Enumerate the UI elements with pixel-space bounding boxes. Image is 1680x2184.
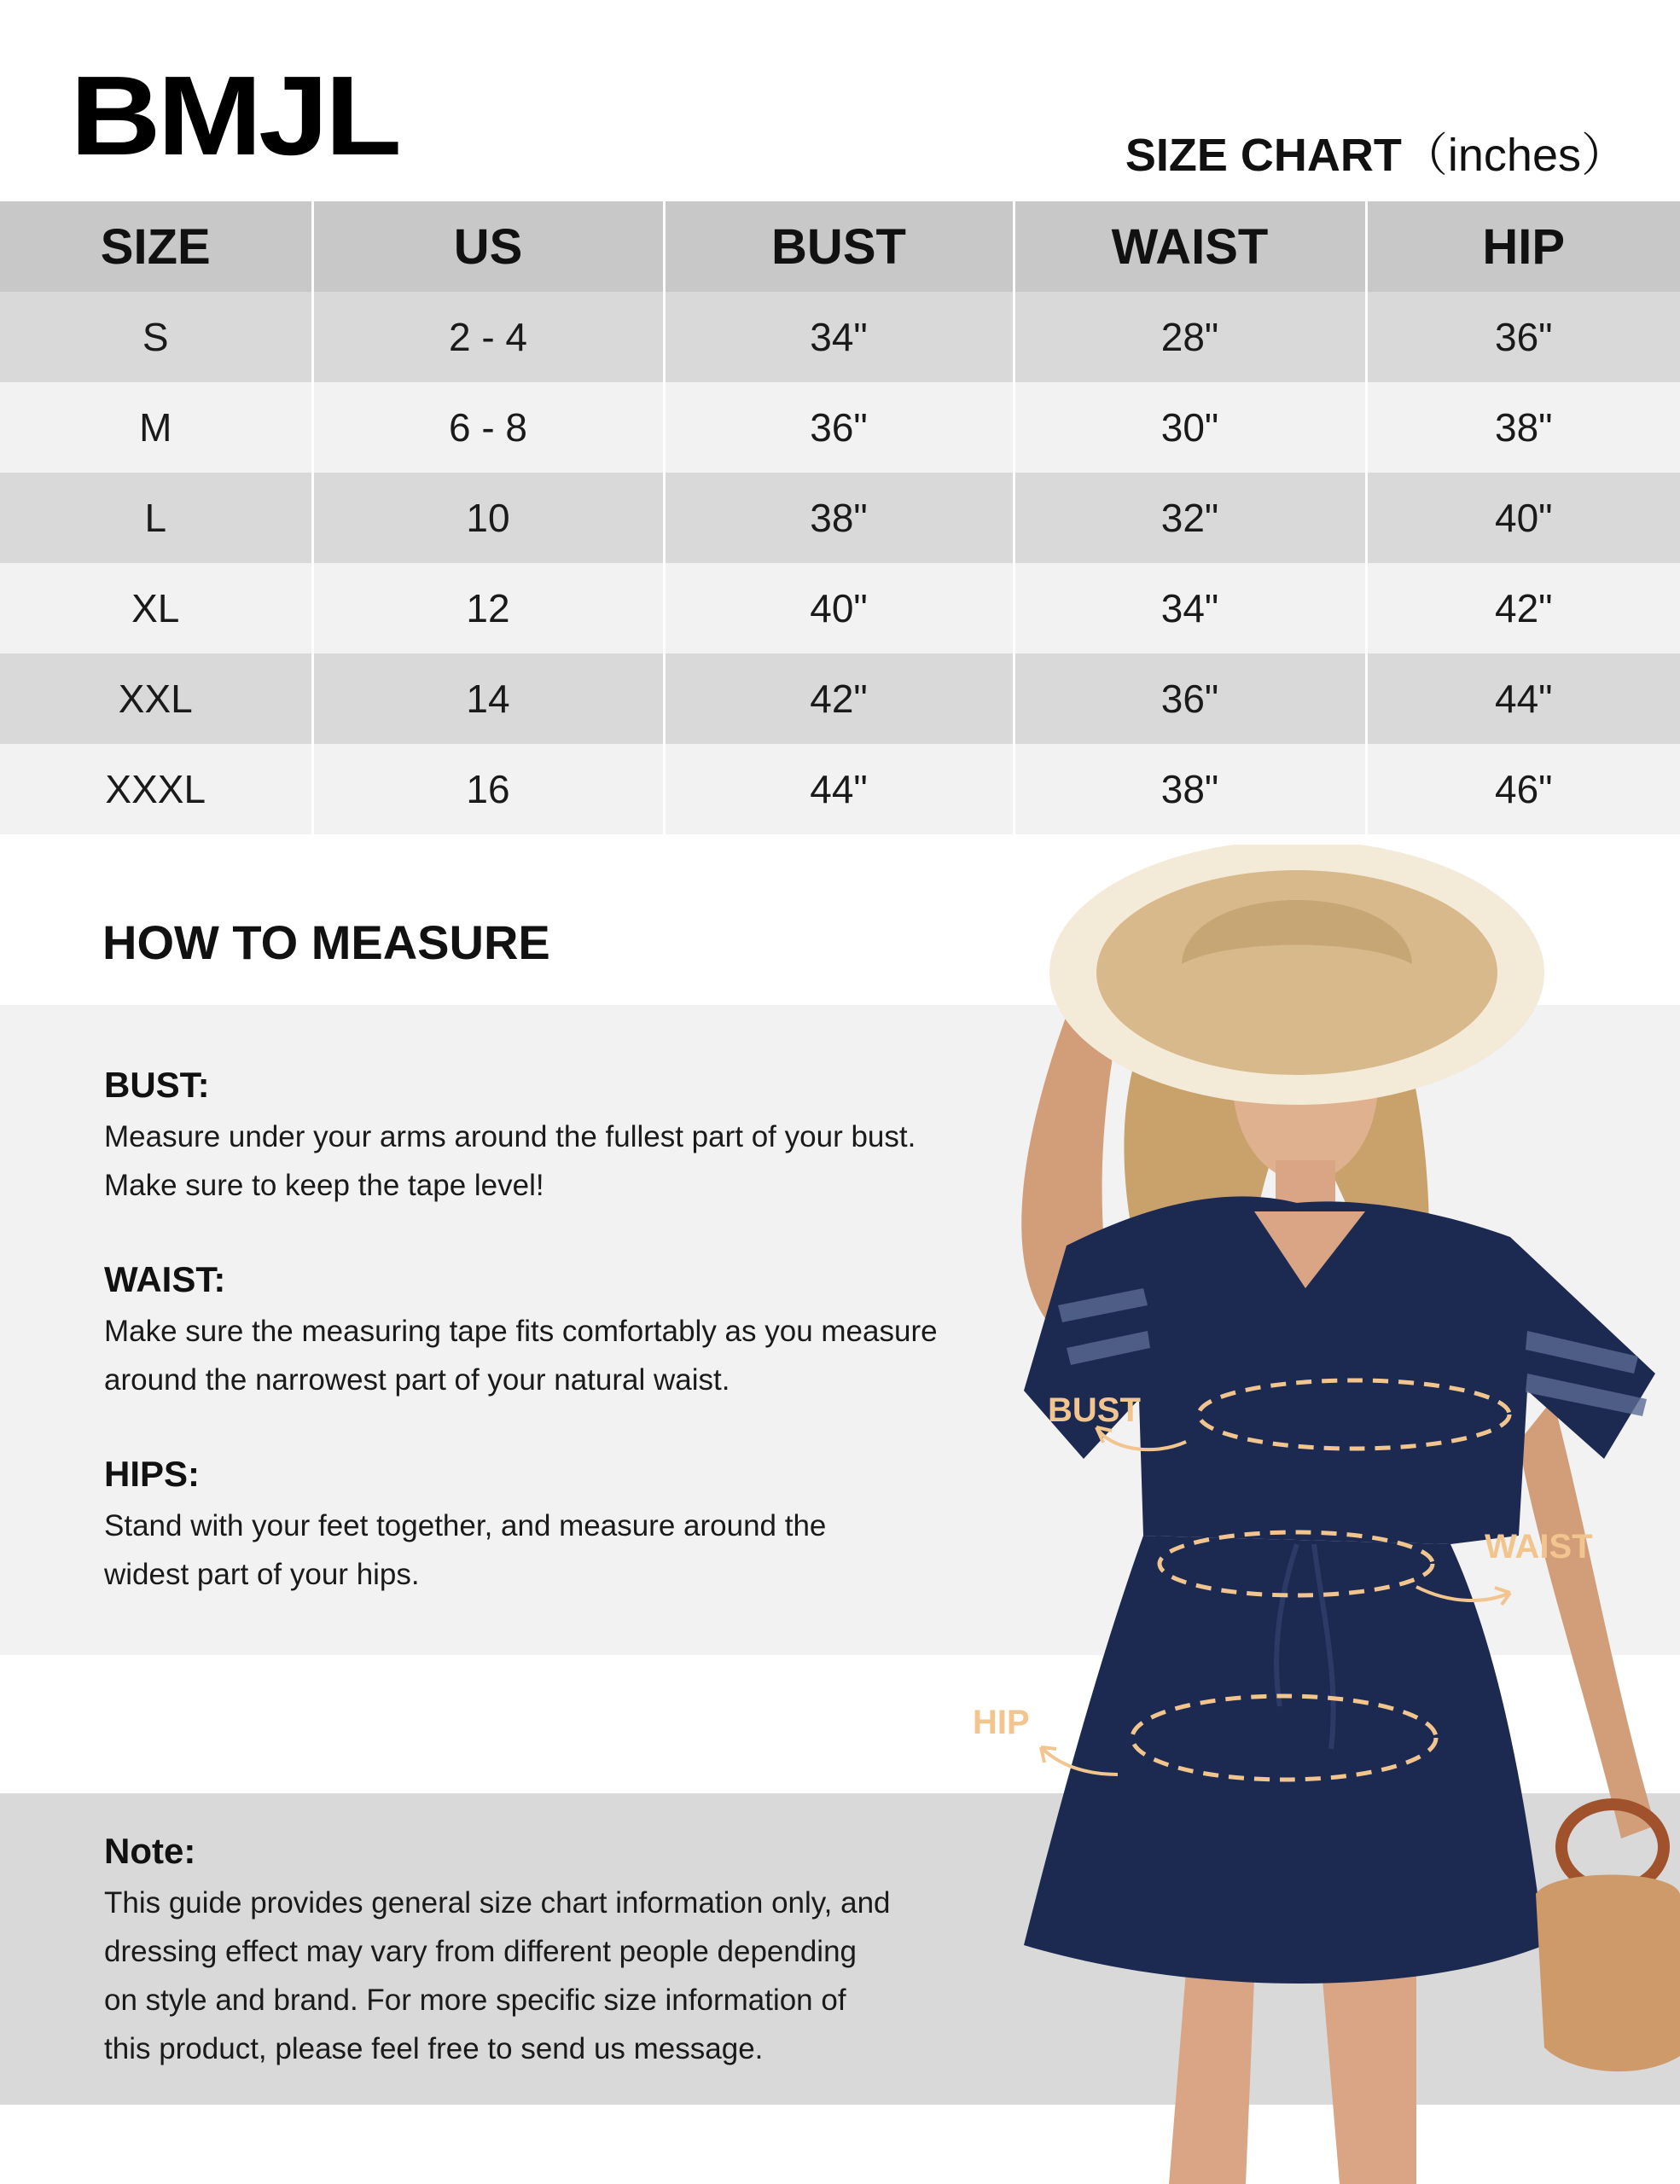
waist-text-line: Make sure the measuring tape fits comfortably as you measure	[104, 1315, 938, 1348]
hips-instructions	[104, 1454, 957, 1599]
size-chart-title-text: SIZE CHART	[1125, 130, 1402, 181]
cell-size: M	[0, 382, 312, 473]
table-header-row	[0, 201, 1680, 292]
model-right-arm	[1519, 1399, 1655, 1838]
cell-hip: 44"	[1366, 653, 1680, 744]
cell-bust: 40"	[664, 563, 1014, 653]
hips-text-line: widest part of your hips.	[104, 1558, 420, 1591]
how-to-measure-heading: HOW TO MEASURE	[102, 915, 550, 969]
hips-label: HIPS:	[104, 1454, 201, 1494]
cell-bust: 34"	[664, 292, 1014, 382]
table-row	[0, 744, 1680, 834]
hip-figure-label: HIP	[973, 1704, 1030, 1741]
table-row	[0, 563, 1680, 653]
hips-text-line: Stand with your feet together, and measure around the	[104, 1509, 827, 1542]
cell-waist: 28"	[1014, 292, 1366, 382]
cell-waist: 30"	[1014, 382, 1366, 473]
cell-size: S	[0, 292, 312, 382]
cell-hip: 38"	[1366, 382, 1680, 473]
header-bust: BUST	[664, 201, 1014, 292]
cell-us: 10	[312, 473, 664, 563]
header-waist: WAIST	[1014, 201, 1366, 292]
model-illustration	[939, 845, 1680, 2184]
size-chart-title	[1125, 130, 1627, 181]
table-row	[0, 382, 1680, 473]
note-label: Note:	[104, 1831, 196, 1871]
bust-text-line: Measure under your arms around the fullest part of your bust.	[104, 1120, 916, 1153]
brand-logo: BMJL	[70, 53, 398, 178]
cell-size: XXL	[0, 653, 312, 744]
note-text-line: dressing effect may vary from different people depending	[104, 1935, 857, 1968]
cell-waist: 34"	[1014, 563, 1366, 653]
cell-waist: 32"	[1014, 473, 1366, 563]
cell-us: 6 - 8	[312, 382, 664, 473]
waist-text-line: around the narrowest part of your natural waist.	[104, 1363, 730, 1397]
cell-us: 12	[312, 563, 664, 653]
cell-hip: 42"	[1366, 563, 1680, 653]
cell-waist: 38"	[1014, 744, 1366, 834]
model-legs	[1169, 1971, 1416, 2184]
bust-instructions	[104, 1065, 957, 1210]
size-table	[0, 201, 1680, 834]
cell-hip: 36"	[1366, 292, 1680, 382]
straw-bag	[1536, 1875, 1680, 2072]
cell-hip: 46"	[1366, 744, 1680, 834]
table-row	[0, 292, 1680, 382]
note-text-line: on style and brand. For more specific size information of	[104, 1984, 846, 2017]
header-hip: HIP	[1366, 201, 1680, 292]
header-size: SIZE	[0, 201, 312, 292]
cell-bust: 44"	[664, 744, 1014, 834]
cell-us: 14	[312, 653, 664, 744]
cell-size: XXXL	[0, 744, 312, 834]
cell-us: 16	[312, 744, 664, 834]
cell-hip: 40"	[1366, 473, 1680, 563]
header-us: US	[312, 201, 664, 292]
cell-us: 2 - 4	[312, 292, 664, 382]
size-chart-unit: （inches）	[1401, 130, 1627, 181]
table-row	[0, 473, 1680, 563]
waist-figure-label: WAIST	[1485, 1528, 1593, 1565]
cell-waist: 36"	[1014, 653, 1366, 744]
cell-size: L	[0, 473, 312, 563]
bust-text-line: Make sure to keep the tape level!	[104, 1169, 544, 1202]
table-row	[0, 653, 1680, 744]
cell-bust: 38"	[664, 473, 1014, 563]
cell-bust: 36"	[664, 382, 1014, 473]
bust-label: BUST:	[104, 1065, 210, 1105]
waist-label: WAIST:	[104, 1259, 226, 1299]
cell-bust: 42"	[664, 653, 1014, 744]
cell-size: XL	[0, 563, 312, 653]
bust-figure-label: BUST	[1048, 1391, 1141, 1429]
waist-instructions	[104, 1259, 957, 1404]
note-block	[104, 1831, 957, 2073]
note-text-line: This guide provides general size chart information only, and	[104, 1886, 891, 1920]
note-text-line: this product, please feel free to send us message.	[104, 2032, 764, 2065]
